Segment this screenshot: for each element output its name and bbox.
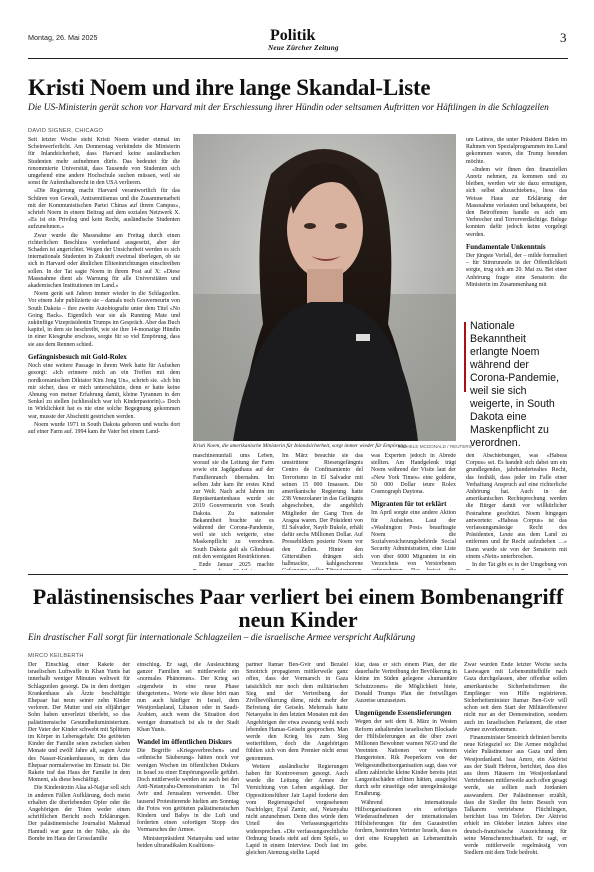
section-heading: Migranten für tot erklärt bbox=[371, 500, 447, 509]
article-column-5-upper bbox=[466, 137, 567, 290]
section-heading: Gefängnisbesuch mit Gold-Rolex bbox=[28, 352, 127, 361]
article-column-2 bbox=[137, 662, 239, 851]
photo-caption: Kristi Noem, die amerikanische Ministerin für Inlandsicherheit, sorgt immer wieder für Empörung. bbox=[193, 443, 408, 449]
paragraph: einschlug. Er sagt, die Ausleuchtung ganzer Familien sei mittlerweile ein «normales Phänomen». Der Krieg sei «irgendwie in eine neue Phase übergetreten». Worte wie diese hört man nun auch häufiger in Israel, dem Westjordanland, Libanon oder in Saudi-Arabien, auch wenn die Situation dort weniger dramatisch ist als in der Stadt Khan Yunis. bbox=[137, 662, 239, 733]
paragraph: um Latinos, die unter Präsident Biden im Rahmen von Spezialprogrammen ins Land gekommen waren, die Trump beenden möchte. bbox=[466, 137, 567, 165]
paragraph: Der jüngste Vorfall, der – milde formuliert – für Stirnrunzeln in der Öffentlichkeit sorgte, trug sich am 20. Mai zu. Bei einer Anhörung fragte eine Senatorin die Ministerin im Zusammenhang mit bbox=[466, 253, 567, 288]
paragraph: was Experten jedoch in Abrede stellten. Am Handgelenk trägt Noem während der Visite laut der «New York Times» eine goldene, 50 000 Dollar teure Rolex Cosmograph Daytona. bbox=[371, 453, 456, 496]
article-column-1 bbox=[28, 137, 180, 437]
paragraph: partner Itamar Ben-Gvir und Bezalel Smotrich propagieren mittlerweile ganz offen, dass der Vormarsch in Gaza tatsächlich nur noch dem militärischen Sieg und der Vertreibung der Zivilbevölkerung diene, nicht mehr der Befreiung der Geiseln. Mehrmals hatte Netanyahu in den letzten Monaten mit den Angehörigen der etwa zwanzig wohl noch lebenden Hamas-Geiseln gesprochen. Man werde den Krieg bis zum Sieg weiterführen, doch die Angehörigen fühlten sich von dem Premier nicht ernst genommen. bbox=[246, 662, 348, 762]
paragraph: Noem gerät seit Jahren immer wieder in die Schlagzeilen. Vor einem Jahr publizierte sie – damals noch Gouverneurin von South Dakota – ihre zweite Autobiografie unter dem Titel «No Going Back». Eigentlich war sie als Running Mate und zukünftige Vizepräsidentin Trumps im Gespräch. Aber das Buch kapitel, in dem sie beschreibt, wie sie ihre 14-monatige Hündin in einer Kiesgrube erschoss, sorgte für so viel Empörung, dass sie aus dem Rennen schied. bbox=[28, 291, 180, 348]
paragraph: Im März besuchte sie das umstrittene Riesengefängnis Centro de Confinamiento del Terrorismo in El Salvador mit seinen 15 000 Insassen. Die amerikanische Regierung hatte 238 Venezolaner in das Gefängnis abgeschoben, die angeblich Mitglieder der Gang Tren de Aragua waren. Der Präsident von El Salvador, Nayib Bukele, erhält dafür sechs Millionen Dollar. Auf Pressebildern posierte Noem vor den Zellen. Hinter den Gitterstäben drängen sich halbnackte, kahlgeschorene bbox=[282, 453, 363, 568]
article-column-3 bbox=[282, 453, 363, 570]
photo-credit: MICHELE MCDONALD / REUTERS bbox=[398, 444, 472, 449]
paragraph: Wegen der seit dem 8. März in Westen Reform anhaltenden israelischen Blockade der Hilfslieferungen an die über zwei Millionen Bewohner warnen NGO und die Vereinten Nationen vor weiteren Hungertoten. Rik Peeperkorn von der Weltgesundheitsorganisation sagt, dass vor allem zahlreiche kleine Kinder bereits jetzt Langzeitschäden erlitten hätten, ausgelöst durch sehr einseitige oder unregelmässige Ernährung. bbox=[355, 719, 457, 798]
paragraph: Zwar wurden Ende letzter Woche sechs Lastwagen mit Lebensmittelhilfe nach Gaza durchgelassen, aber offenbar sollen amerikanische Sicherheitsfirmen die Empfänger von Hilfe registrieren. Sicherheitsminister Itamar Ben-Gvir will schon seit dem Start der Militäroffensive nicht nur an der Demonstration, sondern auch im Israelischen Parlament, die einer Armee zuvorkommen. bbox=[464, 662, 567, 733]
article-subheadline: Die US-Ministerin gerät schon vor Harvard mit der Erschiessung ihrer Hündin oder seltsamen Auftritten vor Häftlingen in die Schlagzeilen bbox=[28, 103, 549, 113]
article-column-2 bbox=[193, 453, 274, 570]
pull-quote-bar bbox=[464, 322, 466, 392]
noem-photo bbox=[193, 134, 456, 441]
portrait-image bbox=[193, 134, 456, 441]
article-byline: MIRCO KEILBERTH bbox=[28, 653, 84, 659]
paragraph: Seit letzter Woche steht Kristi Noem wieder einmal im Scheinwerferlicht. Am Donnerstag verkündete die Ministerin für Inlandsicherheit, dass Harvard keine ausländischen Studenten mehr aufnehmen dürfe. Das bedeutet für die renommierte Universität, dass Tausende von Studenten sich umgehend eine andere Hochschule suchen müssen, weil sie sonst ihr Aufenthaltsrecht in den USA verlieren. bbox=[28, 137, 180, 187]
paragraph: maschinenunfall ums Leben, worauf sie die Leitung der Farm sowie ein Jagdgasthaus auf der Familienranch übernahm. Im selben Jahr kam ihr erstes Kind zur Welt. Nach acht Jahren im Repräsentantenhaus wurde sie 2019 Gouverneurin von South Dakota. Zu nationaler Bekanntheit brachte sie es während der Corona-Pandemie, weil sie sich weigerte, eine Maskenpflicht zu verordnen. South Dakota galt als Gliedstaat mit den wenigsten Restriktionen. bbox=[193, 453, 274, 560]
article-column-5 bbox=[464, 662, 567, 858]
section-heading: Wandel im öffentlichen Diskurs bbox=[137, 738, 232, 747]
article-separator bbox=[28, 574, 568, 575]
paragraph: Weitere ausländische Regierungen haben für Kontroversen gesorgt. Auch wurde die Leitung der Armee der Vernichtung von Leben angeklagt. Der Oppositionsführer Jair Lapid forderte den vom Regierungschef vorgesehenen Nachfolger, Eyal Zamir, auf, Netanyahu nicht anzunehmen. Denn dies würde dem Urteil des Verfassungsgerichts widersprechen. «Die verfassungsrechtliche Ordnung Israels steht auf dem Spiel», so Lapid in einem Interview. Doch fast im gleichen Atemzug stellte Lapid bbox=[246, 763, 348, 857]
paragraph: Die Begriffe «Kriegsverbrechen» und «ethnische Säuberung» hätten noch vor wenigen Wochen im öffentlichen Diskurs in Israel zu einer Empörungswelle geführt. Doch mittlerweile werden sie auch bei den Anti-Netanyahu-Demonstranten in Tel Aviv und Jerusalem verwendet. Über tausend Protestierende hielten am Sonntag die Fotos von getöteten palästinensischen Kindern und Babys in die Luft und forderten einen sofortigen Stopp des Vormarsches der Armee. bbox=[137, 748, 239, 834]
article-headline: Palästinensisches Paar verliert bei einem Bombenangriff neun Kinder bbox=[32, 584, 564, 632]
paragraph: In der Tat gibt es in der Umgebung von bbox=[472, 562, 567, 569]
pull-quote: Nationale Bekanntheit erlangte Noem während der Corona-Pandemie, weil sie sich weigerte, in South Dakota eine Maskenpflicht zu verordnen. bbox=[470, 320, 559, 449]
paragraph: Finanzminister Smotrich definiert bereits neue Kriegsziel so: Die Armee möglichst vieler Palästinenser aus Gaza und dem Westjordanland. Issa Amro, ein Aktivist aus der Stadt Hebron, berichtet, dass dies aus ihren Häusern im Westjordanland Vertriebenen mittlerweile auch offen gesagt werde, sie sollten nach Jordanien auswandern. Der Palästinenser erzählt, dass die Siedler ihn beim Besuch von Talkarem vertriebene Flüchtlingen, berichtet Issa im Telefon. Der Aktivist erhielt im Oktober letzten Jahres eine deutsch-französische Auszeichnung für seine Menschenrechtsarbeit. Er sagt, er werde mittlerweile regelmässig von Siedlern mit dem Tode bedroht. bbox=[464, 735, 567, 857]
article-byline: DAVID SIGNER, CHICAGO bbox=[28, 128, 104, 134]
paragraph: Noem wurde 1971 in South Dakota geboren und wuchs dort auf einer Farm auf. 1994 kam ihr Vater bei einem Land- bbox=[28, 421, 180, 435]
page-number: 3 bbox=[560, 30, 567, 45]
paragraph: «Die Regierung macht Harvard verantwortlich für das Schüren von Gewalt, Antisemitismus und die Zusammenarbeit mit der Kommunistischen Partei Chinas auf ihrem Campus», schrieb Noem in einem Beitrag auf dem sozialen Netzwerk X. «Es ist ein Privileg und kein Recht, ausländische Studenten aufzunehmen.» bbox=[28, 188, 180, 231]
paragraph: Ende Januar 2025 machte bbox=[199, 562, 274, 569]
article-column-4 bbox=[355, 662, 457, 851]
paragraph: den Abschiebungen, was «Habeas Corpus» sei. Es handelt sich dabei um ein grundlegendes, jahrhundertealtes Recht, das festhält, dass jeder im Falle einer Verhaftung Anspruch auf eine richterliche Anhörung hat. Auch in der amerikanischen Rechtsprechung werden die Bürger damit vor willkürlicher Festnahme geschützt. Noem hingegen antwortete: «Habeas Corpus» ist das verfassungsmässige Recht des Präsidenten, Leute aus dem Land zu entfernen und ihr Recht aufzuheben …» Dann wurde sie von der Senatorin mit einem «Nein» unterbrochen. bbox=[466, 453, 567, 560]
paragraph: klar, dass er sich einem Plan, der die dauerhafte Vertreibung der Bevölkerung in kleine im Süden gelegene «humanitäre Schutzzonen» die Möglichkeit biete, Donald Trumps Plan der freiwilligen Ausreise umzusetzen. bbox=[355, 662, 457, 705]
paragraph: Im April sorgte eine andere Aktion für Aufsehen. Laut der «Washington Post» beauftragte Noem die Sozialversicherungsbehörde Social Security Administration, eine Liste von über 6000 Migranten in ein Verzeichnis von Verstorbenen bbox=[371, 510, 456, 567]
article-headline: Kristi Noem und ihre lange Skandal-Liste bbox=[28, 75, 431, 100]
article-column-5-lower bbox=[466, 453, 567, 570]
article-column-3 bbox=[246, 662, 348, 858]
paragraph: Der Einschlag einer Rakete der israelischen Luftwaffe in Khan Yunis hat innerhalb weniger Minuten weltweit für Schlagzeilen gesorgt. Da in dem dortigen Krankenhaus als Ärzte beschäftigte Ehepaar hat neun seiner zehn Kinder verloren. Der Mutter und ein elfjähriger Sohn haben unverletzt überlebt, so das palästinensische Gesundheitsministerium. Der Vater der Kinder schwebt mit Splittern im Körper in Lebensgefahr. Die getöteten Kinder der Familie seien zwischen sieben Monate und zwölf Jahre alt, sagten Ärzte des Nasser-Krankenhauses, in dem das Ehepaar normalerweise im Einsatz ist. Die Rakete traf das Haus der Familie in dem Moment, als diese beschäftigt. bbox=[28, 662, 130, 784]
paragraph: Während internationale Hilfsorganisationen ein sofortiges Wiederaufnehmen der internationalen Hilfslieferungen für den Gazastreifen fordern, bestreiten Vertreter Israels, dass es dort eine Knappheit an Lebensmitteln gebe. bbox=[355, 799, 457, 849]
paragraph: Ministerpräsident Netanyahu und seine beiden ultraradikalen Koalitions- bbox=[137, 835, 239, 849]
newspaper-name: Neue Zürcher Zeitung bbox=[268, 44, 339, 52]
article-column-1 bbox=[28, 662, 130, 844]
article-subheadline: Ein drastischer Fall sorgt für internationale Schlagzeilen – die israelische Armee verspricht Aufklärung bbox=[28, 633, 416, 643]
issue-date: Montag, 26. Mai 2025 bbox=[28, 33, 98, 42]
paragraph: «Indem wir ihnen den finanziellen Anreiz nehmen, zu kommen und zu bleiben, werden wir sie dazu ermutigen, sich selbst abzuschieben», liess das Weisse Haus zur Erklärung der Massnahme verlauten und behauptete, bei den Betroffenen handle es sich um Verbrecher und Terrorverdächtige. Belege konnten dafür jedoch keine vorgelegt werden. bbox=[466, 166, 567, 238]
section-heading: Fundamentale Unkenntnis bbox=[466, 242, 546, 251]
article-column-4 bbox=[371, 453, 456, 570]
paragraph: Noch eine weitere Passage in ihrem Werk hatte für Aufsehen gesorgt: «Ich erinnere mich an ein Treffen mit dem nordkoreanischen Diktator Kim Jong Un», schrieb sie. «Ich bin mir sicher, dass er mich unterschätzte, denn er hatte keine Ahnung von meiner Erfahrung damit, kleine Tyrannen in den Senkel zu stellen (schliesslich war ich Kinderpastorin).» Doch in Wirklichkeit hat es nie eine solche Begegnung gekommen war, musste der Abschnitt gestrichen werden. bbox=[28, 363, 180, 420]
header-rule bbox=[28, 58, 568, 59]
paragraph: Zwar wurde die Massnahme am Freitag durch einen richterlichen Beschluss vorderhand ausgesetzt, aber der Schaden ist angerichtet. Wegen der Unsicherheit werden es sich internationale Studenten in Zukunft zweimal überlegen, ob sie sich in Harvard oder ähnlichen Eliteeinrichtungen einschreiben sollen. In der Tat sagte Noem in ihrem Post auf X: «Diese Massnahme dient als Warnung für alle Universitäten und akademischen Institutionen im Land.» bbox=[28, 232, 180, 290]
paragraph: Die Kinderärztin Alaa al-Najjar soll sich in anderen Fällen Aufklärung, doch meist erhalten die überlebenden Opfer oder die Angehörigen der Toten weder einen schriftlichen Bericht noch Erklärungen. Der palästinensische Journalist Mahmud Hamudi war ganz in der Nähe, als die Bombe im Haus der Grossfamilie bbox=[28, 785, 130, 842]
section-heading: Ungenügende Essenslieferungen bbox=[355, 709, 452, 718]
section-title: Politik bbox=[270, 27, 316, 44]
